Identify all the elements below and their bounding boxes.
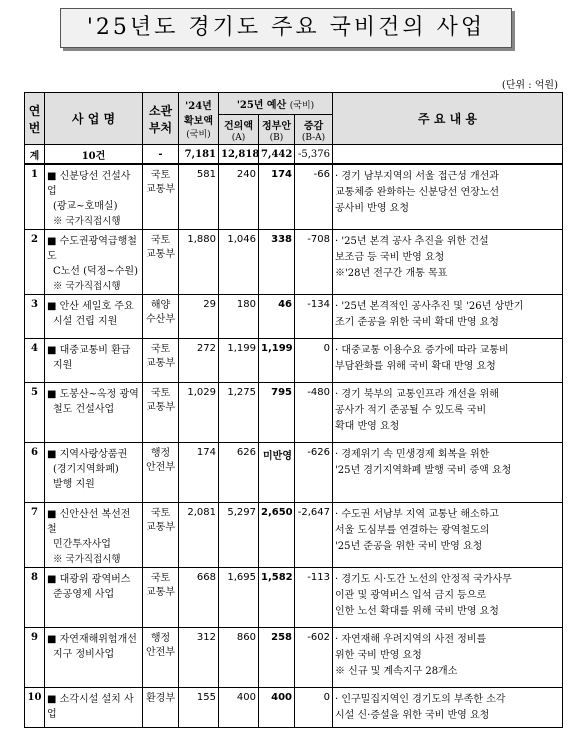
- department-line: 수산부: [146, 314, 175, 325]
- header-diff: [295, 115, 333, 145]
- project-name-cell: [45, 568, 143, 628]
- project-name-cell: [45, 230, 143, 295]
- difference: -480: [295, 383, 333, 443]
- detail-line: 이관 및 광역버스 입석 금지 등으로: [335, 590, 487, 601]
- request-amount: 1,046: [219, 230, 259, 295]
- department-line: 안전부: [146, 647, 175, 658]
- detail-line: · '25년 본격 공사 추진을 위한 건설: [335, 236, 489, 247]
- table-row: [25, 164, 563, 230]
- secured-2024: 29: [179, 295, 219, 339]
- total-dept: -: [143, 145, 179, 165]
- header-name: 사 업 명: [45, 93, 143, 145]
- project-name-line: 철도 건설사업: [53, 404, 115, 415]
- header-y25-label: '25년 예산: [236, 100, 287, 111]
- secured-2024: 272: [179, 339, 219, 383]
- request-amount: 1,695: [219, 568, 259, 628]
- government-plan: 174: [259, 164, 295, 230]
- department-cell: [143, 688, 179, 728]
- budget-table: [24, 92, 563, 728]
- department-line: 국토: [150, 170, 171, 181]
- detail-line: · 대중교통 이용수요 증가에 따라 교통비: [335, 345, 509, 356]
- header-y25: [219, 93, 333, 115]
- department-cell: [143, 295, 179, 339]
- header-gov: [259, 115, 295, 145]
- department-line: 안전부: [146, 462, 175, 473]
- request-amount: 180: [219, 295, 259, 339]
- request-amount: 626: [219, 443, 259, 503]
- table-row: [25, 339, 563, 383]
- department-line: 교통부: [146, 402, 175, 413]
- department-line: 국토: [150, 235, 171, 246]
- details-cell: [333, 164, 563, 230]
- header-y24-sub2: (국비): [186, 130, 211, 140]
- government-plan: 미반영: [259, 443, 295, 503]
- department-line: 교통부: [146, 587, 175, 598]
- project-name-line: ■ 수도권광역급행철도: [47, 236, 137, 262]
- detail-line: '25년 경기지역화폐 발행 국비 증액 요청: [335, 465, 512, 476]
- project-name-line: ■ 대중교통비 환급: [47, 345, 131, 356]
- secured-2024: 581: [179, 164, 219, 230]
- page-title: '25년도 경기도 주요 국비건의 사업: [60, 8, 512, 48]
- detail-line: · 경제위기 속 민생경제 회복을 위한: [335, 449, 490, 460]
- details-cell: [333, 383, 563, 443]
- department-cell: [143, 443, 179, 503]
- difference: -113: [295, 568, 333, 628]
- details-cell: [333, 568, 563, 628]
- secured-2024: 668: [179, 568, 219, 628]
- header-y24-label: '24년: [185, 101, 212, 112]
- detail-line: · 인구밀집지역인 경기도의 부족한 소각: [335, 694, 506, 705]
- detail-line: 조기 준공을 위한 국비 확대 반영 요청: [335, 317, 499, 328]
- table-row: [25, 383, 563, 443]
- detail-line: 교통체증 완화하는 신분당선 연장노선: [335, 187, 500, 198]
- total-details: [333, 145, 563, 165]
- project-name-cell: [45, 443, 143, 503]
- department-cell: [143, 503, 179, 568]
- government-plan: 258: [259, 628, 295, 688]
- project-name-cell: [45, 295, 143, 339]
- department-line: 환경부: [146, 693, 175, 704]
- detail-line: 부담완화를 위해 국비 확대 반영 요청: [335, 361, 496, 372]
- government-plan: 46: [259, 295, 295, 339]
- project-name-line: 시설 건립 지원: [53, 316, 118, 327]
- government-plan: 1,199: [259, 339, 295, 383]
- total-y24: 7,181: [179, 145, 219, 165]
- row-number: 8: [25, 568, 45, 628]
- department-cell: [143, 568, 179, 628]
- secured-2024: 2,081: [179, 503, 219, 568]
- total-label: 계: [25, 145, 45, 165]
- secured-2024: 312: [179, 628, 219, 688]
- details-cell: [333, 230, 563, 295]
- project-name-note: ※ 국가직접시행: [53, 281, 121, 292]
- department-line: 교통부: [146, 358, 175, 369]
- difference: -2,647: [295, 503, 333, 568]
- total-gov: 7,442: [259, 145, 295, 165]
- difference: -708: [295, 230, 333, 295]
- project-name-cell: [45, 503, 143, 568]
- government-plan: 2,650: [259, 503, 295, 568]
- project-name-line: 민간투자사업: [53, 539, 111, 550]
- detail-line: 위한 국비 반영 요청: [335, 650, 422, 661]
- project-name-cell: [45, 688, 143, 728]
- details-cell: [333, 628, 563, 688]
- department-line: 국토: [150, 573, 171, 584]
- government-plan: 795: [259, 383, 295, 443]
- project-name-line: ■ 지역사랑상품권: [47, 449, 128, 460]
- project-name-line: ■ 자연재해위험개선: [47, 634, 137, 645]
- detail-note: ※ 신규 및 계속지구 28개소: [335, 666, 458, 677]
- department-cell: [143, 339, 179, 383]
- department-line: 교통부: [146, 522, 175, 533]
- total-request: 12,818: [219, 145, 259, 165]
- row-number: 9: [25, 628, 45, 688]
- project-name-line: (광교~호매실): [53, 201, 118, 212]
- department-line: 국토: [150, 388, 171, 399]
- row-number: 6: [25, 443, 45, 503]
- project-name-cell: [45, 628, 143, 688]
- header-diff-sub: (B-A): [301, 132, 326, 143]
- department-line: 교통부: [146, 184, 175, 195]
- department-cell: [143, 230, 179, 295]
- header-gov-label: 정부안: [262, 120, 291, 132]
- header-request-sub: (A): [231, 132, 246, 143]
- detail-line: · 자연재해 우려지역의 사전 정비를: [335, 634, 487, 645]
- difference: -134: [295, 295, 333, 339]
- government-plan: 1,582: [259, 568, 295, 628]
- row-number: 7: [25, 503, 45, 568]
- detail-line: 보조금 등 국비 반영 요청: [335, 252, 445, 263]
- table-row: [25, 443, 563, 503]
- detail-line: · 경기 남부지역의 서울 접근성 개선과: [335, 171, 499, 182]
- secured-2024: 174: [179, 443, 219, 503]
- details-cell: [333, 688, 563, 728]
- department-line: 교통부: [146, 249, 175, 260]
- department-line: 해양: [150, 300, 171, 311]
- difference: -626: [295, 443, 333, 503]
- difference: 0: [295, 339, 333, 383]
- request-amount: 1,275: [219, 383, 259, 443]
- table-row: [25, 230, 563, 295]
- project-name-line: C노선 (덕정~수원): [53, 266, 138, 277]
- header-diff-label: 증감: [303, 120, 324, 132]
- details-cell: [333, 443, 563, 503]
- detail-line: '25년 준공을 위한 국비 반영 요청: [335, 541, 483, 552]
- difference: -66: [295, 164, 333, 230]
- project-name-note: ※ 국가직접시행: [53, 554, 121, 565]
- header-y25-note: (국비): [289, 101, 315, 111]
- detail-line: 인한 노선 확대를 위해 국비 반영 요청: [335, 606, 499, 617]
- project-name-line: ■ 안산 세일호 주요: [47, 301, 134, 312]
- government-plan: 338: [259, 230, 295, 295]
- project-name-line: ■ 도봉산~옥정 광역: [47, 389, 139, 400]
- department-line: 국토: [150, 344, 171, 355]
- department-cell: [143, 628, 179, 688]
- row-number: 3: [25, 295, 45, 339]
- header-y24-sub1: 확보액: [184, 116, 213, 127]
- table-row: [25, 688, 563, 728]
- project-name-line: ■ 신안산선 복선전철: [47, 509, 131, 535]
- project-name-line: 지구 정비사업: [53, 649, 115, 660]
- detail-line: · '25년 본격적인 공사추진 및 '26년 상반기: [335, 301, 524, 312]
- table-row: [25, 295, 563, 339]
- project-name-line: (경기지역화폐): [53, 464, 119, 475]
- detail-line: · 수도권 서남부 지역 교통난 해소하고: [335, 509, 499, 520]
- request-amount: 240: [219, 164, 259, 230]
- request-amount: 400: [219, 688, 259, 728]
- department-line: 행정: [150, 448, 171, 459]
- detail-line: · 경기 북부의 교통인프라 개선을 위해: [335, 389, 499, 400]
- total-diff: -5,376: [295, 145, 333, 165]
- government-plan: 400: [259, 688, 295, 728]
- detail-line: 시설 신·증설을 위한 국비 반영 요청: [335, 710, 490, 721]
- request-amount: 1,199: [219, 339, 259, 383]
- department-cell: [143, 164, 179, 230]
- details-cell: [333, 339, 563, 383]
- department-line: 국토: [150, 508, 171, 519]
- department-line: 행정: [150, 633, 171, 644]
- project-name-line: ■ 신분당선 건설사업: [47, 171, 131, 197]
- unit-label: (단위 : 억원): [501, 80, 558, 91]
- secured-2024: 155: [179, 688, 219, 728]
- project-name-line: 준공영제 사업: [53, 589, 115, 600]
- detail-line: 서울 도심부를 연결하는 광역철도의: [335, 525, 490, 536]
- secured-2024: 1,029: [179, 383, 219, 443]
- difference: -602: [295, 628, 333, 688]
- header-dept: 소관부처: [143, 93, 179, 145]
- total-row: [25, 145, 563, 165]
- header-details: 주 요 내 용: [333, 93, 563, 145]
- project-name-line: 발행 지원: [53, 479, 95, 490]
- detail-line: 공사가 적기 준공될 수 있도록 국비: [335, 405, 487, 416]
- project-name-line: 지원: [53, 360, 73, 371]
- detail-line: 확대 반영 요청: [335, 421, 400, 432]
- project-name-cell: [45, 339, 143, 383]
- total-name: 10건: [45, 145, 143, 165]
- table-row: [25, 568, 563, 628]
- department-cell: [143, 383, 179, 443]
- table-row: [25, 503, 563, 568]
- project-name-cell: [45, 164, 143, 230]
- detail-line: 공사비 반영 요청: [335, 203, 409, 214]
- header-gov-sub: (B): [269, 132, 284, 143]
- request-amount: 860: [219, 628, 259, 688]
- header-request: [219, 115, 259, 145]
- row-number: 1: [25, 164, 45, 230]
- secured-2024: 1,880: [179, 230, 219, 295]
- row-number: 4: [25, 339, 45, 383]
- row-number: 10: [25, 688, 45, 728]
- detail-line: · 경기도 시·도간 노선의 안정적 국가사무: [335, 574, 512, 585]
- header-request-label: 건의액: [224, 120, 253, 132]
- request-amount: 5,297: [219, 503, 259, 568]
- project-name-line: ■ 소각시설 설치 사업: [47, 694, 134, 720]
- table-row: [25, 628, 563, 688]
- details-cell: [333, 295, 563, 339]
- header-y24: [179, 93, 219, 145]
- detail-note: ※'28년 전구간 개통 목표: [335, 268, 448, 279]
- header-no: 연번: [25, 93, 45, 145]
- details-cell: [333, 503, 563, 568]
- project-name-note: ※ 국가직접시행: [53, 216, 121, 227]
- row-number: 5: [25, 383, 45, 443]
- project-name-cell: [45, 383, 143, 443]
- row-number: 2: [25, 230, 45, 295]
- difference: 0: [295, 688, 333, 728]
- project-name-line: ■ 대광위 광역버스: [47, 574, 131, 585]
